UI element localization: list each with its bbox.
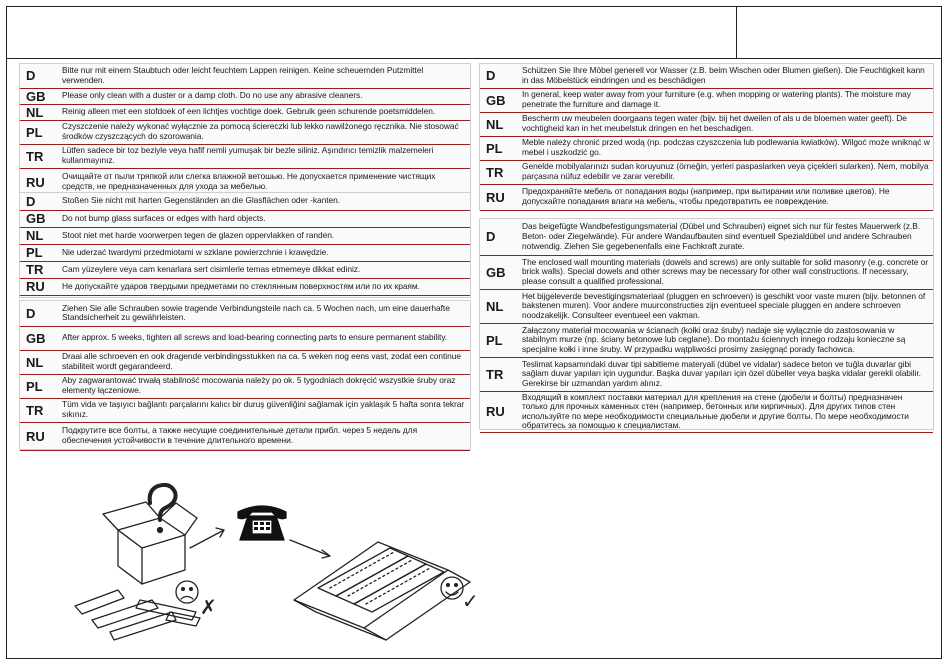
sad-face-icon: [176, 581, 198, 603]
row-nl: NL Reinig alleen met een stofdoek of een lichtjes vochtige doek. Gebruik geen schurende poetsmiddelen.: [20, 104, 470, 120]
wall-mounting-instructions: D Das beigefügte Wandbefestigungsmaterial (Dübel und Schrauben) eignet sich nur für festes Mauerwerk (z.B. Beton- oder Ziegelwände). Für andere Wandaufbauten sind eventuell Spezialdübel und andere Schrauben notwendig. Ziehen Sie gegebenenfalls eine Fachkraft zurate. GB The enclosed wall mounting materials (dowels and screws) are only suitable for solid masonry (e.g. concrete or brick walls). Special dowels and other screws may be necessary for other wall constructions. If necessary, please consult a qualified professional. NL Het bijgeleverde bevestigingsmateriaal (pluggen en schroeven) is geschikt voor vaste muren (bijv. betonnen of bakstenen muren). Voor andere muurconstructies zijn eventueel speciale pluggen en andere schroeven noodzakelijk. Consulteer eventueel een vakman. PL Załączony materiał mocowania w ścianach (kołki oraz śruby) nadaje się wyłącznie do zastosowania w stabilnym murze (np. ściany betonowe lub ceglane). Do montażu ściennych innego rodzaju konieczne są specjalne kołki i inne śruby. W przypadku wątpliwości prosimy zasięgnąć porady fachowca. TR Teslimat kapsamındaki duvar tipi sabitleme materyali (dübel ve vidalar) sadece beton ve tuğla duvarlar gibi sağlam duvar yapıları için uygundur. Başka duvar yapıları için özel dübeller veya başka vidalar gerekli olabilir. Gerekirse bir uzmandan yardım alınız. RU Входящий в комплект поставки материал для крепления на стене (дюбели и болты) предназначен только для прочных каменных стен (например, бетонных или кирпичных). Для других типов стен используйте по мере необходимости специальные дюбели и другие болты. По мере необходимости обратитесь за помощью к специалистам.: [479, 218, 934, 430]
row-pl: PL Czyszczenie należy wykonać wyłącznie za pomocą ściereczki lub lekko nawilżonego ręcznika. Nie stosować środków czyszczących do szorowania.: [20, 120, 470, 144]
check-mark: ✓: [462, 591, 479, 613]
row-gb: GB Please only clean with a duster or a damp cloth. Do no use any abrasive cleaners.: [20, 88, 470, 104]
telephone-icon: [238, 506, 286, 540]
row-ru: RU Очищайте от пыли тряпкой или слегка влажной ветошью. Не допускается применение чистящих средств, не предназначенных для ухода за мебелью.: [20, 168, 470, 196]
water-instructions: D Schützen Sie Ihre Möbel generell vor Wasser (z.B. beim Wischen oder Blumen gießen). Die Feuchtigkeit kann in das Möbelstück eindringen und es beschädigen GB In general, keep water away from your furniture (e.g. when mopping or watering plants). The moisture may penetrate the furniture and damage it. NL Bescherm uw meubelen doorgaans tegen water (bijv. bij het dweilen of als u de bloemen water geeft). De vochtigheid kan in het meubelstuk dringen en het beschadigen. PL Meble należy chronić przed wodą (np. podczas czyszczenia lub podlewania kwiatków). Wilgoć może wniknąć w mebel i uszkodzić go. TR Genelde mobilyalarınızı sudan koruyunuz (örneğin, yerleri paspaslarken veya çiçekleri sularken). Nem, mobilya parçasına nüfuz edebilir ve zarar verebilir. RU Предохраняйте мебель от попадания воды (например, при вытирании или поливке цветов). Не допускайте попадания влаги на мебель, чтобы предотвратить ее повреждение.: [479, 63, 934, 211]
glass-instructions: D Stoßen Sie nicht mit harten Gegenständen an die Glasflächen oder -kanten. GB Do not bump glass surfaces or edges with hard objects. NL Stoot niet met harde voorwerpen tegen de glazen oppervlakken of randen. PL Nie uderzać twardymi przedmiotami w szklane powierzchnie i krawędzie. TR Cam yüzeylere veya cam kenarlara sert cisimlerle temas etmemeye dikkat ediniz. RU Не допускайте ударов твердыми предметами по стеклянным поверхностям или по их краям.: [19, 192, 471, 298]
happy-face-icon: [441, 577, 463, 599]
screws-instructions: D Ziehen Sie alle Schrauben sowie tragende Verbindungsteile nach ca. 5 Wochen nach, um eine dauerhafte Standsicherheit zu gewährleisten. GB After approx. 5 weeks, tighten all screws and load-bearing connecting parts to ensure permanent stability. NL Draai alle schroeven en ook dragende verbindingsstukken na ca. 5 weken nog eens vast, zodat een continue stabiliteit wordt gegarandeerd. PL Aby zagwarantować trwałą stabilność mocowania należy po ok. 5 tygodniach dokręcić wszystkie śruby oraz elementy łączeniowe. TR Tüm vida ve taşıyıcı bağlantı parçalarını kalıcı bir duruş güvenliğini sağlamak için yaklaşık 5 hafta sonra tekrar sıkınız. RU Подкрутите все болты, а также несущие соединительные детали прибл. через 5 недель для обеспечения устойчивости в течение длительного времени.: [19, 300, 471, 450]
arrow-2: [290, 540, 330, 556]
row-de: D Bitte nur mit einem Staubtuch oder leicht feuchtem Lappen reinigen. Keine scheuernden Putzmittel verwenden.: [20, 64, 470, 88]
row-tr: TR Lütfen sadece bir toz beziyle veya hafif nemli yumuşak bir bezle siliniz. Aşındırıcı temizlik malzemeleri kullanmayınız.: [20, 144, 470, 168]
scattered-boards: [75, 590, 200, 640]
arrow-1: [190, 530, 224, 548]
cross-mark: ✗: [200, 597, 217, 619]
assembled-unit: [294, 542, 470, 640]
carton-box-icon: [103, 502, 197, 584]
